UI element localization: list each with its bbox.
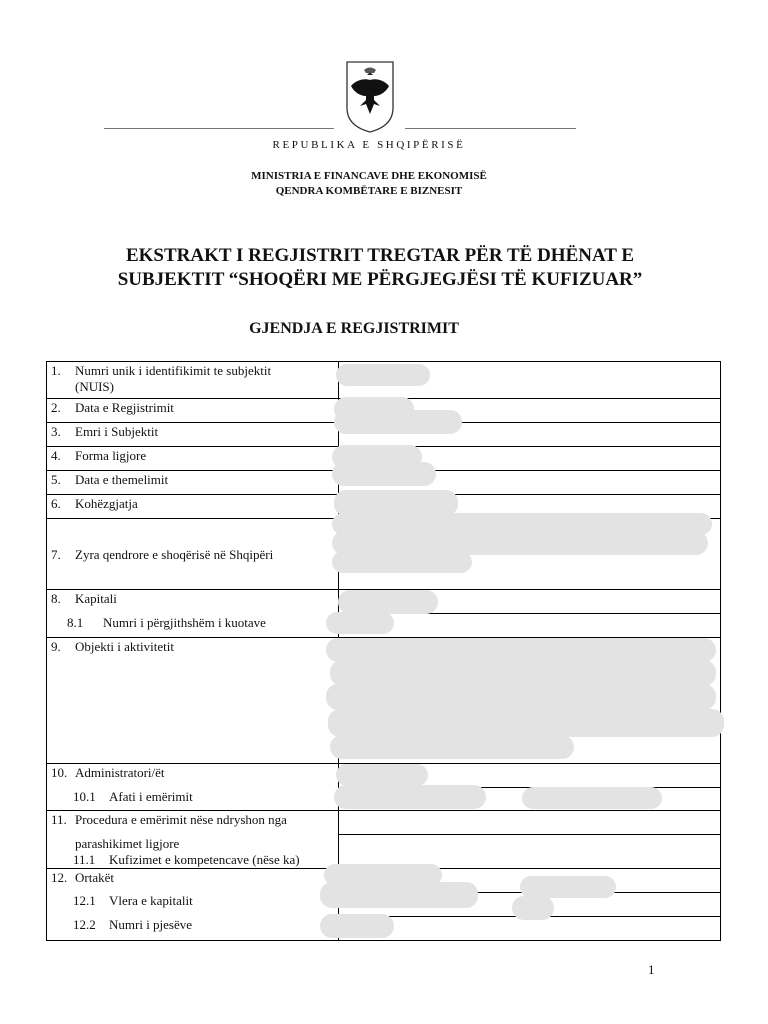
business-center-name: QENDRA KOMBËTARE E BIZNESIT	[275, 185, 463, 197]
field-label-registration-date: 2. Data e Regjistrimit	[47, 399, 339, 423]
redaction-blob	[336, 364, 430, 386]
page-number: 1	[648, 962, 655, 977]
redaction-blob	[512, 896, 554, 920]
table-row	[47, 811, 721, 835]
field-label-administrators: 10. Administratori/ët	[47, 764, 339, 788]
redaction-blob	[520, 876, 616, 898]
header-rule-left	[104, 128, 334, 129]
field-label-partners: 12. Ortakët	[47, 868, 339, 892]
redaction-blob	[320, 882, 478, 908]
field-label-shares-count: 12.2 Numri i pjesëve	[47, 916, 339, 940]
ministry-heading	[0, 169, 738, 199]
redaction-blob	[334, 410, 462, 434]
redaction-blob	[326, 684, 716, 710]
title-line-1: EKSTRAKT I REGJISTRIT TREGTAR PËR TË DHËNAT E	[125, 245, 635, 266]
field-label-subject-name: 3. Emri i Subjektit	[47, 423, 339, 447]
section-subtitle: GJENDJA E REGJISTRIMIT	[249, 320, 459, 337]
redaction-blob	[328, 709, 724, 737]
field-label-capital: 8. Kapitali	[47, 590, 339, 614]
republic-heading: REPUBLIKA E SHQIPËRISË	[272, 139, 466, 151]
field-label-appointment-term: 10.1 Afati i emërimit	[47, 788, 339, 811]
redaction-blob	[330, 735, 574, 759]
document-title	[0, 244, 760, 292]
redaction-blob	[332, 551, 472, 573]
redaction-blob	[326, 638, 716, 662]
field-label-legal-form: 4. Forma ligjore	[47, 447, 339, 471]
redaction-blob	[326, 612, 394, 634]
redaction-blob	[522, 787, 662, 809]
redaction-blob	[338, 590, 438, 614]
header-rule-right	[405, 128, 576, 129]
ministry-name: MINISTRIA E FINANCAVE DHE EKONOMISË	[251, 170, 487, 182]
field-label-founding-date: 5. Data e themelimit	[47, 471, 339, 495]
field-label-total-quotas: 8.1 Numri i përgjithshëm i kuotave	[47, 614, 339, 638]
field-label-duration: 6. Kohëzgjatja	[47, 495, 339, 519]
field-value-total-quotas	[339, 614, 721, 638]
redaction-blob	[332, 462, 436, 486]
field-label-competence-limits: parashikimet ligjore 11.1 Kufizimet e kompetencave (nëse ka)	[47, 835, 339, 869]
redaction-blob	[334, 785, 486, 809]
table-row	[47, 835, 721, 869]
field-label-head-office: 7. Zyra qendrore e shoqërisë në Shqipëri	[47, 519, 339, 590]
redaction-blob	[320, 914, 394, 938]
field-label-capital-value: 12.1 Vlera e kapitalit	[47, 892, 339, 916]
field-label-activity-object: 9. Objekti i aktivitetit	[47, 638, 339, 764]
field-label-appointment-procedure: 11. Procedura e emërimit nëse ndryshon nga	[47, 811, 339, 835]
redaction-blob	[336, 764, 428, 786]
field-value-competence-limits	[339, 835, 721, 869]
title-line-2: SUBJEKTIT “SHOQËRI ME PËRGJEGJËSI TË KUFIZUAR”	[117, 269, 643, 290]
field-label-nuis: 1. Numri unik i identifikimit te subjektit (NUIS)	[47, 362, 339, 399]
coat-of-arms-emblem	[344, 60, 396, 134]
redaction-blob	[330, 660, 716, 686]
field-value-appointment-procedure	[339, 811, 721, 835]
